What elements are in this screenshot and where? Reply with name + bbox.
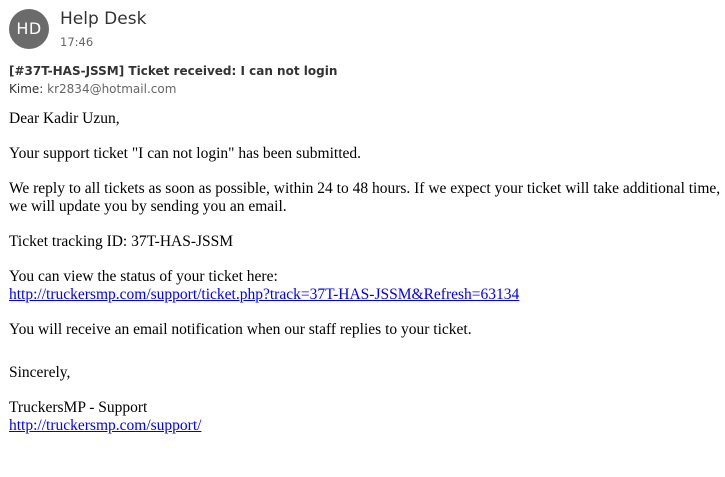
recipient-address[interactable]: kr2834@hotmail.com [47,82,177,96]
email-body [9,110,721,452]
submitted-text: Your support ticket "I can not login" has been submitted. [9,145,362,162]
greeting: Dear Kadir Uzun, [9,110,120,127]
body-spacer [9,356,721,364]
reply-info-text: We reply to all tickets as soon as possible, within 24 to 48 hours. If we expect your ticket will take additional time, we will update you by sending you an email. [9,180,721,215]
sender-avatar[interactable]: HD [9,9,49,49]
closing-text: Sincerely, [9,364,71,381]
tracking-id-text: Ticket tracking ID: 37T-HAS-JSSM [9,233,234,250]
email-subject: [#37T-HAS-JSSM] Ticket received: I can not login [9,64,338,78]
ticket-status-link[interactable]: http://truckersmp.com/support/ticket.php?track=37T-HAS-JSSM&Refresh=63134 [9,286,520,303]
view-status-text: You can view the status of your ticket here: [9,268,278,285]
support-link[interactable]: http://truckersmp.com/support/ [9,417,202,434]
signature-name: TruckersMP - Support [9,399,148,416]
recipient-label: Kime: [9,82,44,96]
signature-block [9,399,721,435]
sent-time: 17:46 [60,35,94,49]
notification-text: You will receive an email notification when our staff replies to your ticket. [9,321,472,338]
sender-name[interactable]: Help Desk [60,9,147,29]
recipient-line [9,82,176,96]
email-header [0,0,725,62]
status-paragraph [9,268,721,304]
